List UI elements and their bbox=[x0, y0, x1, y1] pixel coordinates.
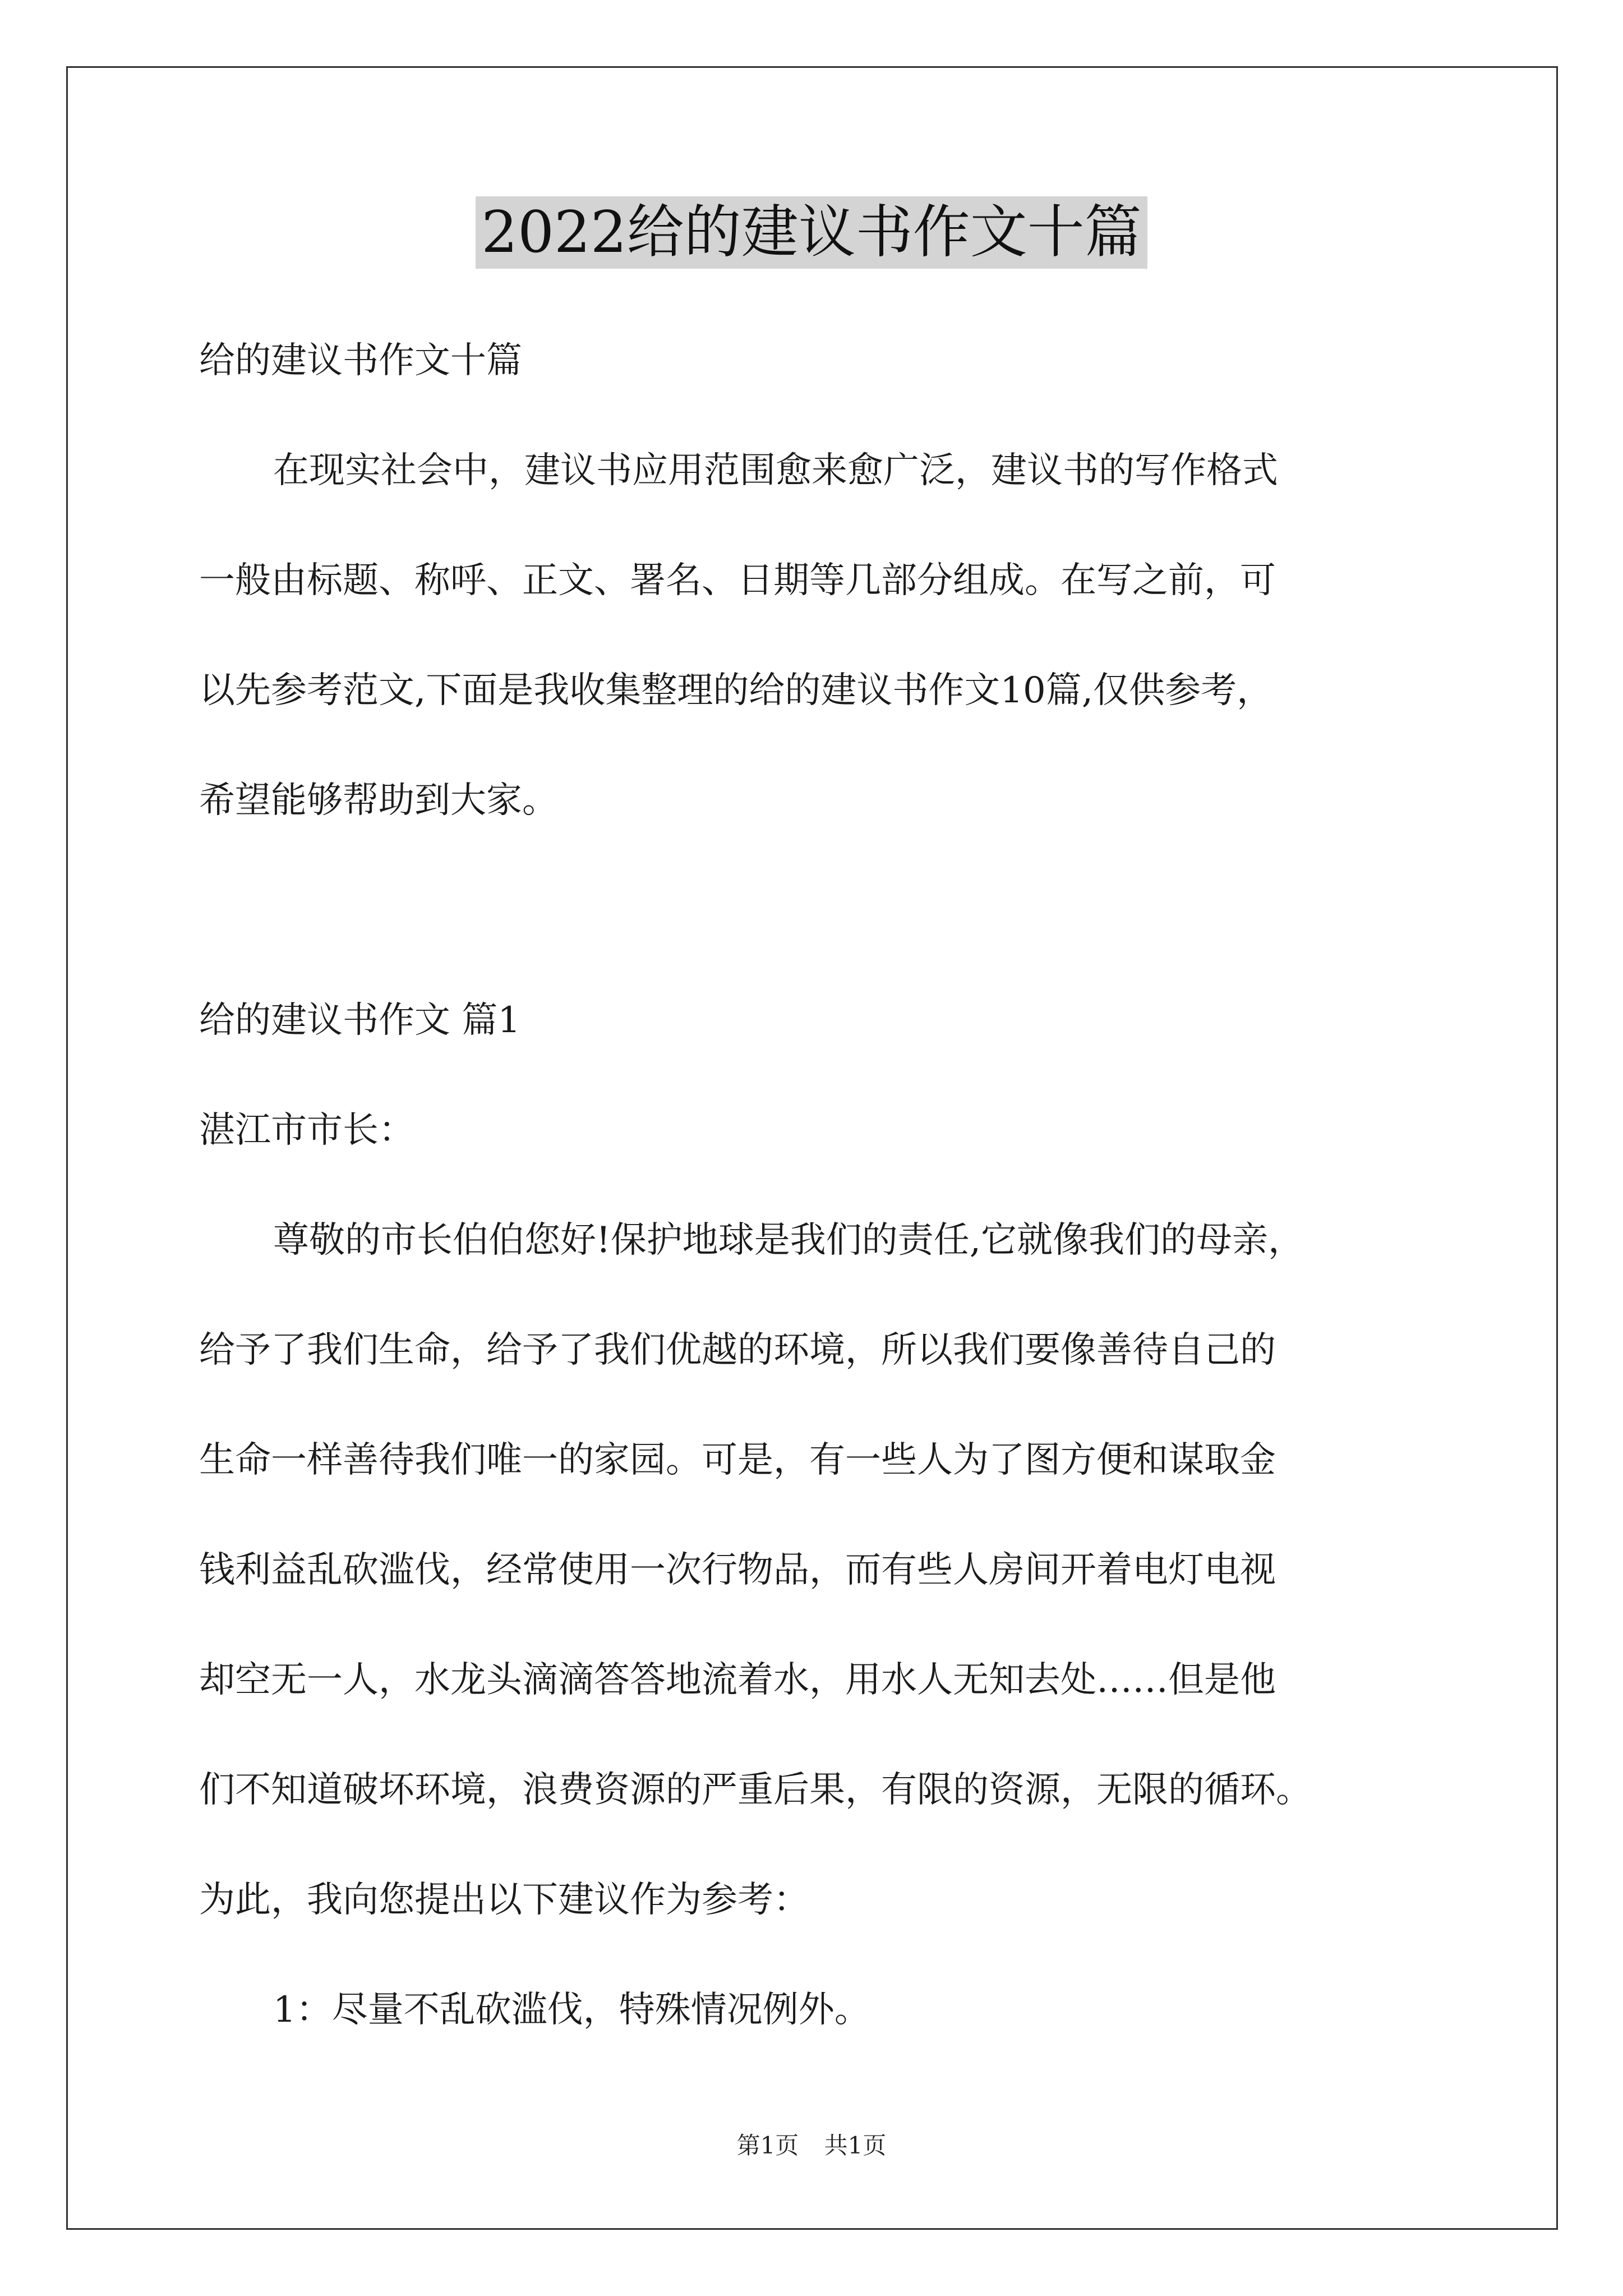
list-item: 1：尽量不乱砍滥伐，特殊情况例外。 bbox=[273, 1989, 870, 2031]
salutation: 湛江市市长： bbox=[199, 1110, 414, 1151]
body-line: 钱利益乱砍滥伐，经常使用一次行物品，而有些人房间开着电灯电视 bbox=[199, 1549, 1276, 1591]
document-body bbox=[199, 306, 1450, 2065]
body-line: 给予了我们生命，给予了我们优越的环境，所以我们要像善待自己的 bbox=[199, 1329, 1276, 1371]
page-footer bbox=[0, 2127, 1623, 2161]
section-heading: 给的建议书作文 篇1 bbox=[199, 1000, 521, 1041]
intro-line: 以先参考范文,下面是我收集整理的给的建议书作文10篇,仅供参考， bbox=[199, 670, 1273, 711]
body-line: 却空无一人，水龙头滴滴答答地流着水，用水人无知去处……但是他 bbox=[199, 1659, 1276, 1701]
document-subtitle: 给的建议书作文十篇 bbox=[199, 340, 522, 381]
body-line: 尊敬的市长伯伯您好!保护地球是我们的责任,它就像我们的母亲， bbox=[273, 1220, 1304, 1261]
paragraph-gap bbox=[199, 855, 1450, 965]
document-title: 2022给的建议书作文十篇 bbox=[476, 196, 1147, 269]
page-number-current: 第1页 bbox=[736, 2132, 799, 2159]
body-line: 们不知道破坏环境，浪费资源的严重后果，有限的资源，无限的循环。 bbox=[199, 1769, 1312, 1811]
body-line: 为此，我向您提出以下建议作为参考： bbox=[199, 1879, 809, 1921]
intro-line: 一般由标题、称呼、正文、署名、日期等几部分组成。在写之前，可 bbox=[199, 560, 1276, 601]
title-wrap bbox=[0, 196, 1623, 269]
intro-line: 希望能够帮助到大家。 bbox=[199, 780, 558, 821]
intro-line: 在现实社会中，建议书应用范围愈来愈广泛，建议书的写作格式 bbox=[273, 450, 1278, 491]
page-number-total: 共1页 bbox=[824, 2132, 887, 2159]
body-line: 生命一样善待我们唯一的家园。可是，有一些人为了图方便和谋取金 bbox=[199, 1439, 1276, 1481]
